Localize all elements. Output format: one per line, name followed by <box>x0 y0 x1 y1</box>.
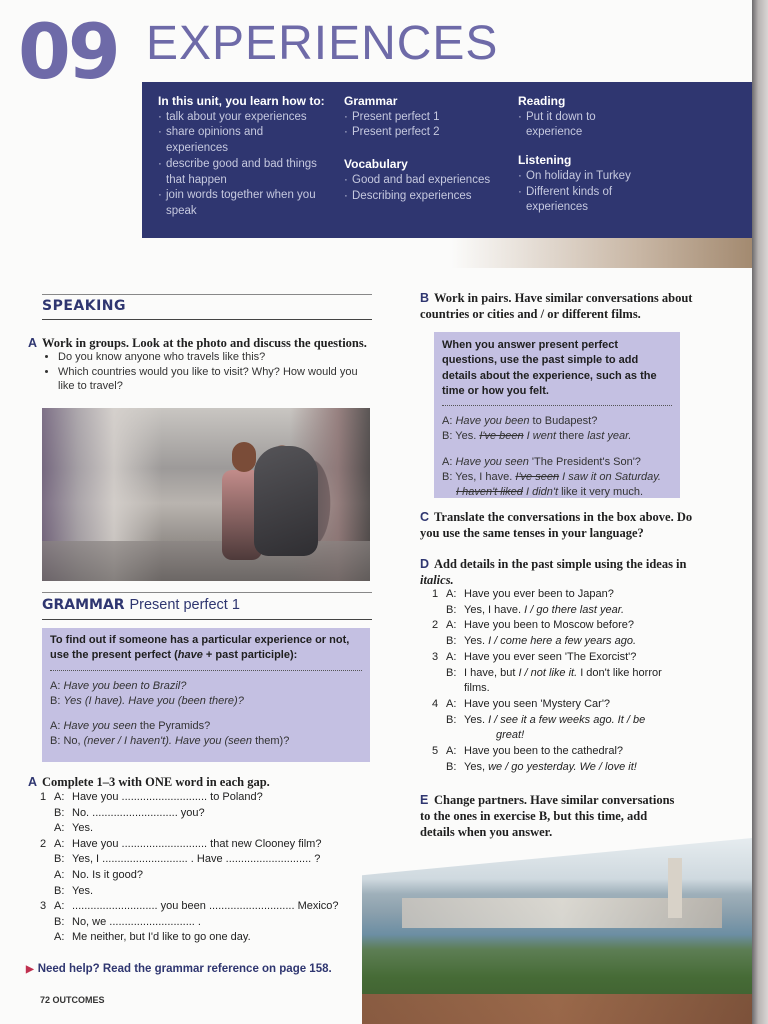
line-text: Have you ............................ that new Clooney film? <box>72 837 322 850</box>
question-bullet: • Which countries would you like to visit? Why? How would you like to travel? <box>58 365 374 394</box>
vocabulary-item: · Good and bad experiences <box>344 173 504 189</box>
reading-item: · Put it down to experience <box>518 110 618 141</box>
page-footer: 72 OUTCOMES <box>40 995 105 1005</box>
example-text: them)? <box>252 735 290 748</box>
task-letter: A <box>28 336 38 350</box>
dotted-divider <box>50 670 362 671</box>
exercise-line <box>40 852 320 868</box>
vocabulary-heading: Vocabulary <box>344 157 408 172</box>
line-text: Have you ever been to Japan? <box>464 588 614 600</box>
idea-text: I / not like it. <box>518 666 578 679</box>
example-text: last year. <box>587 430 632 443</box>
speaker: B: <box>446 635 457 648</box>
task-letter: A <box>28 775 38 789</box>
exercise-line <box>432 634 636 650</box>
task-letter: C <box>420 510 430 524</box>
grammar-rule-text: + past participle): <box>202 649 298 662</box>
speaker: A: <box>54 900 65 913</box>
idea-text: great! <box>496 729 525 742</box>
example-text: there <box>556 430 588 443</box>
speaker: A: <box>54 837 65 850</box>
unit-title: EXPERIENCES <box>146 17 499 70</box>
speaker: A: <box>446 745 457 757</box>
example-text: (never / I haven't). Have you (seen <box>83 735 253 748</box>
grammar-rule-italic: have <box>177 649 203 662</box>
exercise-line <box>40 884 93 900</box>
grammar-title-bold: GRAMMAR <box>42 597 125 613</box>
speaker: A: <box>54 822 65 835</box>
exercise-line <box>40 790 263 806</box>
crossed-out-text: I haven't liked <box>456 486 523 499</box>
reading-heading: Reading <box>518 94 566 108</box>
photo-backpack <box>254 446 318 556</box>
speaker: B: <box>446 713 457 726</box>
speaker: B: <box>54 806 65 819</box>
example-text: to Budapest? <box>529 415 598 428</box>
speaking-questions <box>44 350 374 394</box>
exercise-line <box>432 587 614 603</box>
example-text: like it very much. <box>558 486 644 499</box>
line-text: No, we ............................ . <box>72 915 201 928</box>
help-text: Need help? Read the grammar reference on page 158. <box>37 963 332 975</box>
unit-overview-banner <box>142 82 752 238</box>
exercise-line <box>432 618 634 634</box>
line-text: Yes, I ............................ . Have ............................ ? <box>72 853 321 866</box>
divider <box>42 319 372 320</box>
book-spine-edge <box>752 0 768 1024</box>
line-text: No. Is it good? <box>72 869 143 881</box>
speaking-task-a <box>28 335 373 351</box>
item-number: 3 <box>40 900 47 913</box>
speaker: A: <box>446 650 457 663</box>
example-line <box>442 414 672 429</box>
exercise-e-heading <box>420 792 685 840</box>
task-text: Work in pairs. Have similar conversations about countries or cities and / or different films. <box>420 291 693 321</box>
item-number: 4 <box>432 697 439 710</box>
line-text: No. ............................ you? <box>72 806 205 819</box>
line-text: I don't like horror <box>577 666 662 679</box>
exercise-a-heading <box>28 774 373 790</box>
speaker: A: <box>54 869 65 881</box>
grammar-rule-text: To find out if someone has a particular experience or not, use the present perfect ( <box>50 634 350 662</box>
item-number: 2 <box>432 619 439 632</box>
listening-list <box>518 169 638 216</box>
exercise-line <box>40 837 321 853</box>
learn-list <box>158 110 328 220</box>
task-text: Change partners. Have similar conversations to the ones in exercise B, but this time, add details when you answer. <box>420 793 675 839</box>
exercise-line <box>40 806 205 822</box>
example-line <box>50 719 362 734</box>
arrow-right-icon: ▶ <box>26 964 34 975</box>
line-text: Have you been to the cathedral? <box>464 745 624 757</box>
exercise-line <box>40 915 201 931</box>
exercise-c-heading <box>420 509 710 541</box>
idea-text: I / see it a few weeks ago. It / be <box>488 713 646 726</box>
line-text: Yes. <box>72 822 94 835</box>
grammar-list <box>344 110 504 141</box>
grammar-box-content <box>42 628 370 755</box>
listening-heading: Listening <box>518 153 572 168</box>
line-text: Yes, <box>464 760 489 773</box>
line-text: Yes. <box>464 635 489 648</box>
exercise-line <box>40 821 93 837</box>
grammar-rule <box>50 633 362 664</box>
past-simple-box <box>434 332 680 498</box>
learn-item: · join words together when you speak <box>158 188 328 219</box>
line-text: Have you ............................ to Poland? <box>72 791 263 803</box>
task-letter: E <box>420 793 429 807</box>
grammar-vocab-column <box>344 94 504 204</box>
example-text: 'The President's Son'? <box>528 455 641 468</box>
example-text: Have you seen <box>63 720 137 733</box>
exercise-d-heading <box>420 556 690 588</box>
spacer <box>50 709 362 719</box>
grammar-help-link[interactable] <box>26 963 332 975</box>
reading-list <box>518 110 618 141</box>
example-text: the Pyramids? <box>136 720 211 733</box>
grammar-title-topic: Present perfect 1 <box>129 597 240 613</box>
speaker: B: <box>446 666 457 679</box>
example-line <box>442 470 672 485</box>
crossed-out-text: I've been <box>479 430 524 443</box>
example-text: I saw it on Saturday. <box>559 471 661 484</box>
speaker: A: <box>442 415 456 428</box>
backpacker-photo <box>42 408 370 581</box>
task-text: Complete 1–3 with ONE word in each gap. <box>42 775 270 789</box>
learn-item: · describe good and bad things that happen <box>158 157 328 188</box>
divider <box>42 294 372 295</box>
learn-column <box>158 94 328 220</box>
unit-number: 09 <box>18 7 118 96</box>
task-text: Work in groups. Look at the photo and discuss the questions. <box>42 336 367 350</box>
line-text: Me neither, but I'd like to go one day. <box>72 931 251 944</box>
example-text: Have you seen <box>455 455 529 468</box>
exercise-line <box>40 899 339 915</box>
photo-rooftops <box>362 994 752 1024</box>
speaker: A: <box>50 720 64 733</box>
idea-text: I / go there last year. <box>524 603 625 616</box>
speaker: B: Yes. <box>442 430 480 443</box>
example-text: Yes (I have). Have you (been there)? <box>63 694 244 707</box>
example-text: I went <box>523 430 557 443</box>
speaker: B: <box>446 603 457 616</box>
listening-item: · Different kinds of experiences <box>518 185 638 216</box>
vocabulary-item: · Describing experiences <box>344 189 504 205</box>
example-text: Have you been to Brazil? <box>63 679 187 692</box>
speaker: A: <box>442 455 456 468</box>
exercise-line <box>432 713 645 729</box>
item-number: 5 <box>432 745 439 757</box>
learn-item: · share opinions and experiences <box>158 125 328 156</box>
grammar-item: · Present perfect 1 <box>344 110 504 126</box>
idea-text: we / go yesterday. We / love it! <box>488 760 637 773</box>
line-text: Yes, I have. <box>464 603 525 616</box>
task-letter: B <box>420 291 430 305</box>
example-line <box>442 485 672 500</box>
vocabulary-list <box>344 173 504 204</box>
grammar-box <box>42 628 370 762</box>
speaker: B: <box>446 760 457 773</box>
speaker: A: <box>446 697 457 710</box>
dotted-divider <box>442 405 672 406</box>
example-line <box>50 694 362 709</box>
banner-photo-strip <box>0 238 752 268</box>
line-text: Yes. <box>464 713 489 726</box>
example-text: Have you been <box>455 415 530 428</box>
crossed-out-text: I've seen <box>515 471 560 484</box>
question-bullet: • Do you know anyone who travels like this? <box>58 350 374 365</box>
example-line <box>442 455 672 470</box>
speaker: A: <box>54 791 65 803</box>
example-line <box>442 429 672 444</box>
speaker: A: <box>446 619 457 632</box>
grammar-heading: Grammar <box>344 94 398 108</box>
example-text: I didn't <box>522 486 559 499</box>
idea-text: I / come here a few years ago. <box>488 635 637 648</box>
reading-listening-column <box>518 94 668 216</box>
exercise-line <box>464 728 524 744</box>
exercise-line <box>464 681 490 697</box>
speaker: A: <box>50 679 64 692</box>
speaker: B: No, <box>50 735 84 748</box>
photo-traveller-head <box>232 442 256 472</box>
past-simple-box-content <box>434 332 680 507</box>
exercise-line <box>432 603 624 619</box>
line-text: films. <box>464 682 490 695</box>
example-line <box>50 679 362 694</box>
item-number: 2 <box>40 837 47 850</box>
speaker: B: <box>54 853 65 866</box>
box-rule: When you answer present perfect questions, use the past simple to add details about the experience, such as the time or how you felt. <box>442 339 657 397</box>
line-text: Have you been to Moscow before? <box>464 619 634 632</box>
learn-heading: In this unit, you learn how to: <box>158 94 325 108</box>
example-line <box>50 734 362 749</box>
speaker: B: <box>54 915 65 928</box>
line-text: Have you seen 'Mystery Car'? <box>464 697 611 710</box>
line-text: ............................ you been ............................ Mexico? <box>72 900 339 913</box>
speaking-title: SPEAKING <box>42 298 127 314</box>
grammar-title <box>42 597 240 613</box>
line-text: I have, but <box>464 666 519 679</box>
photo-tower <box>668 858 682 918</box>
item-number: 1 <box>432 588 439 600</box>
divider <box>42 592 372 593</box>
speaker: A: <box>446 588 457 600</box>
task-text: Translate the conversations in the box above. Do you use the same tenses in your language? <box>420 510 693 540</box>
exercise-b-heading <box>420 290 710 322</box>
istanbul-photo <box>362 838 752 1024</box>
exercise-line <box>40 868 143 884</box>
listening-item: · On holiday in Turkey <box>518 169 638 185</box>
divider <box>42 619 372 620</box>
exercise-line <box>432 760 637 776</box>
exercise-line <box>432 650 636 666</box>
speaker: A: <box>54 931 65 944</box>
grammar-item: · Present perfect 2 <box>344 125 504 141</box>
exercise-line <box>40 930 251 946</box>
task-letter: D <box>420 557 430 571</box>
exercise-line <box>432 697 610 713</box>
line-text: Yes. <box>72 884 94 897</box>
speaker: B: <box>50 694 64 707</box>
item-number: 3 <box>432 650 439 663</box>
task-text-italic: italics. <box>420 573 454 587</box>
exercise-line <box>432 744 623 760</box>
line-text: Have you ever seen 'The Exorcist'? <box>464 650 637 663</box>
speaker: B: <box>54 884 65 897</box>
exercise-line <box>432 666 662 682</box>
item-number: 1 <box>40 791 47 803</box>
learn-item: · talk about your experiences <box>158 110 328 126</box>
task-text: Add details in the past simple using the ideas in <box>434 557 687 571</box>
speaker: B: Yes, I have. <box>442 471 516 484</box>
spacer <box>442 445 672 455</box>
photo-street <box>42 541 370 581</box>
